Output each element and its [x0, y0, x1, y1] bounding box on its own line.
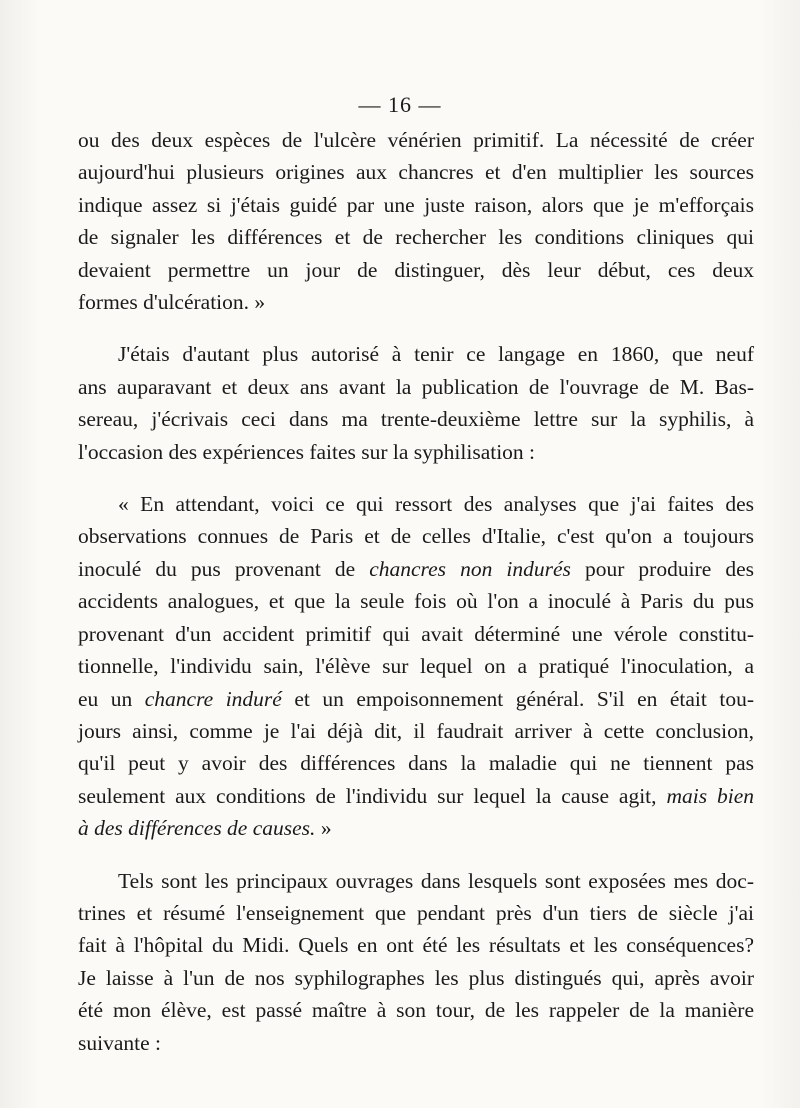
- text-run: et un empoisonnement général. S'il en était tou-: [281, 686, 754, 711]
- paragraph-3-quotation: [78, 488, 754, 844]
- text-line: ou des deux espèces de l'ulcère vénérien primitif. La nécessité de créer: [78, 128, 754, 152]
- text-line: sereau, j'écrivais ceci dans ma trente-deuxième lettre sur la syphilis, à: [78, 407, 754, 432]
- text-line: tionnelle, l'individu sain, l'élève sur lequel on a pratiqué l'inoculation, a: [78, 654, 754, 679]
- text-line: devaient permettre un jour de distinguer, dès leur début, ces deux: [78, 257, 754, 282]
- text-line: jours ainsi, comme je l'ai déjà dit, il faudrait arriver à cette conclusion,: [78, 718, 754, 743]
- text-run: eu un: [78, 686, 145, 711]
- paragraph-1: [78, 124, 754, 318]
- text-line: l'occasion des expériences faites sur la syphilisation :: [78, 439, 536, 464]
- text-line: « En attendant, voici ce qui ressort des analyses que j'ai faites des: [118, 492, 754, 517]
- text-line: provenant d'un accident primitif qui avait déterminé une vérole constitu-: [78, 621, 754, 646]
- italic-run: chancres non indurés: [369, 556, 571, 581]
- text-line: été mon élève, est passé maître à son tour, de les rappeler de la manière: [78, 998, 754, 1023]
- text-line: Je laisse à l'un de nos syphilographes les plus distingués qui, après avoir: [78, 965, 754, 990]
- text-line: accidents analogues, et que la seule fois où l'on a inoculé à Paris du pus: [78, 589, 754, 614]
- text-line: [78, 683, 754, 715]
- text-line: Tels sont les principaux ouvrages dans lesquels sont exposées mes doc-: [118, 868, 754, 893]
- page-number: — 16 —: [358, 92, 442, 117]
- italic-run: à des différences de causes.: [78, 816, 316, 841]
- italic-run: mais bien: [666, 783, 754, 808]
- paragraph-4: [78, 865, 754, 1059]
- text-line: trines et résumé l'enseignement que pendant près d'un tiers de siècle j'ai: [78, 900, 754, 925]
- text-line: [78, 553, 754, 585]
- text-run: inoculé du pus provenant de: [78, 556, 370, 581]
- italic-run: chancre induré: [144, 686, 282, 711]
- text-run: seulement aux conditions de l'individu sur lequel la cause agit,: [78, 783, 667, 808]
- text-run: »: [315, 816, 332, 841]
- text-line: de signaler les différences et de rechercher les conditions cliniques qui: [78, 225, 754, 250]
- text-line: [78, 780, 754, 812]
- text-line: qu'il peut y avoir des différences dans la maladie qui ne tiennent pas: [78, 751, 754, 776]
- text-line: indique assez si j'étais guidé par une juste raison, alors que je m'efforçais: [78, 192, 754, 217]
- text-line: [78, 812, 754, 844]
- page-text: [78, 124, 754, 1079]
- text-run: pour produire des: [570, 556, 754, 581]
- text-line: fait à l'hôpital du Midi. Quels en ont été les résultats et les conséquences?: [78, 933, 754, 958]
- text-line: observations connues de Paris et de celles d'Italie, c'est qu'on a toujours: [78, 524, 754, 549]
- paragraph-2: [78, 338, 754, 468]
- text-line: J'étais d'autant plus autorisé à tenir ce langage en 1860, que neuf: [118, 342, 754, 367]
- text-line: formes d'ulcération. »: [78, 290, 266, 315]
- text-line: ans auparavant et deux ans avant la publication de l'ouvrage de M. Bas-: [78, 374, 754, 399]
- text-line: aujourd'hui plusieurs origines aux chancres et d'en multiplier les sources: [78, 160, 754, 185]
- text-line: suivante :: [78, 1030, 161, 1055]
